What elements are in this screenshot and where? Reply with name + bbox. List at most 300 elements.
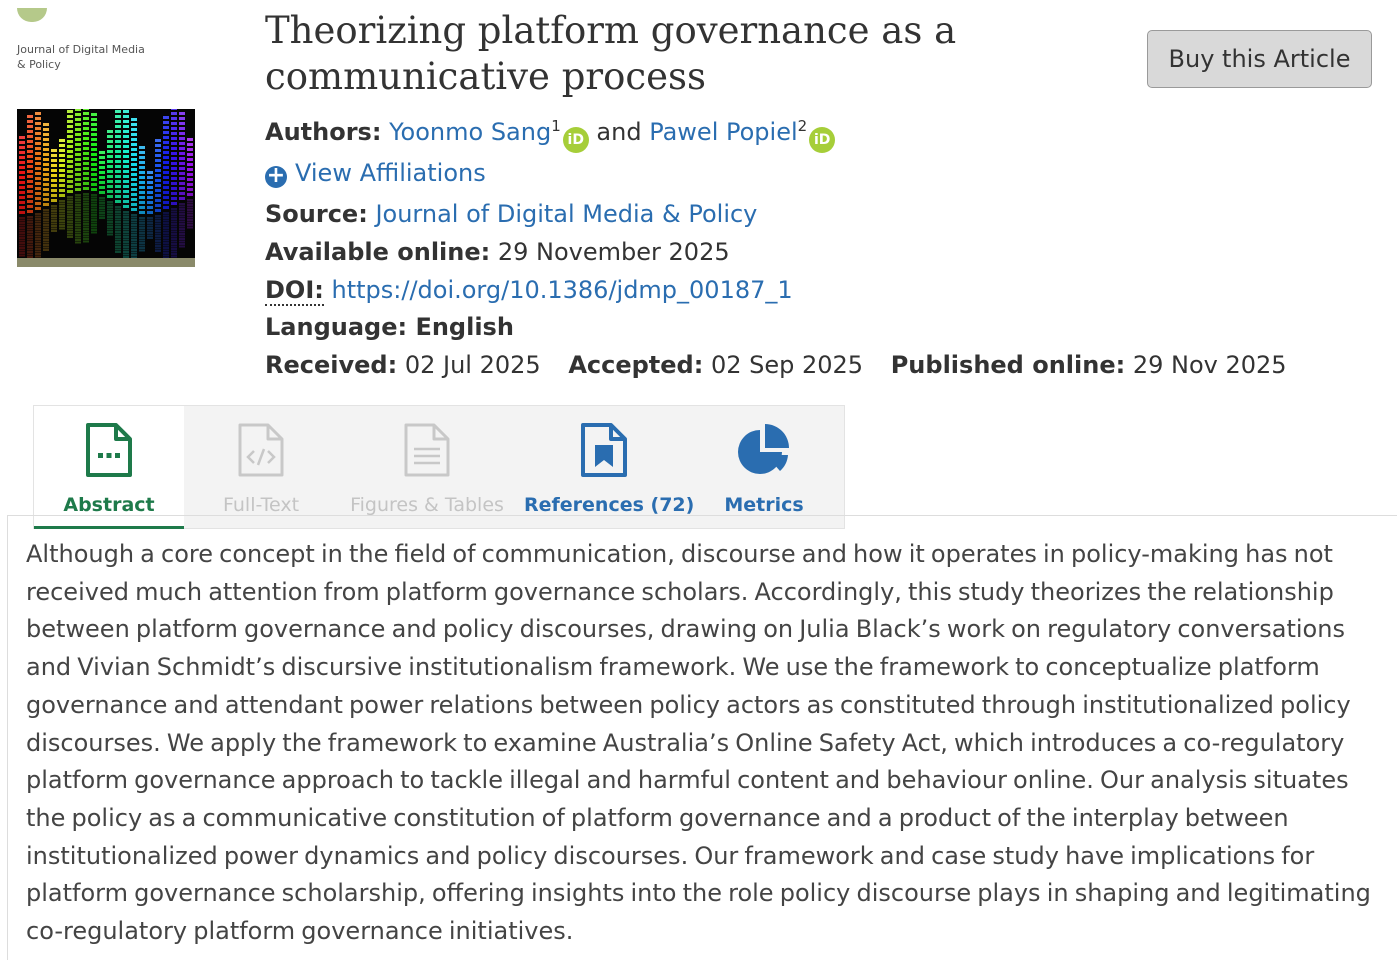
equalizer-reflection	[107, 231, 113, 233]
equalizer-segment	[19, 171, 25, 174]
equalizer-segment	[67, 185, 73, 188]
equalizer-reflection	[35, 228, 41, 230]
equalizer-segment	[83, 137, 89, 140]
equalizer-reflection	[99, 212, 105, 214]
equalizer-reflection	[115, 231, 121, 233]
equalizer-reflection	[163, 220, 169, 222]
buy-article-button[interactable]: Buy this Article	[1147, 30, 1372, 88]
equalizer-reflection	[67, 216, 73, 218]
equalizer-reflection	[179, 213, 185, 215]
equalizer-segment	[99, 176, 105, 179]
equalizer-segment	[187, 163, 193, 166]
equalizer-segment	[163, 181, 169, 184]
equalizer-reflection	[187, 202, 193, 204]
equalizer-reflection	[179, 223, 185, 225]
equalizer-segment	[91, 173, 97, 176]
equalizer-reflection	[99, 200, 105, 202]
equalizer-reflection	[131, 249, 137, 251]
equalizer-segment	[115, 160, 121, 163]
equalizer-reflection	[19, 232, 25, 234]
equalizer-segment	[115, 110, 121, 113]
equalizer-segment	[131, 178, 137, 181]
equalizer-reflection	[163, 240, 169, 242]
equalizer-reflection	[107, 224, 113, 226]
equalizer-reflection	[179, 238, 185, 240]
author-link-popiel[interactable]: Pawel Popiel	[649, 118, 798, 146]
view-affiliations-toggle[interactable]	[265, 157, 486, 189]
equalizer-segment	[139, 146, 145, 149]
equalizer-segment	[51, 154, 57, 157]
equalizer-segment	[91, 123, 97, 126]
equalizer-reflection	[155, 243, 161, 245]
equalizer-reflection	[43, 244, 49, 246]
equalizer-reflection	[115, 221, 121, 223]
equalizer-reflection	[27, 254, 33, 256]
equalizer-segment	[83, 142, 89, 145]
equalizer-segment	[51, 174, 57, 177]
equalizer-reflection	[83, 218, 89, 220]
equalizer-reflection	[91, 204, 97, 206]
equalizer-segment	[107, 185, 113, 188]
equalizer-segment	[171, 187, 177, 190]
equalizer-reflection	[147, 235, 153, 237]
equalizer-segment	[19, 186, 25, 189]
equalizer-segment	[75, 173, 81, 176]
equalizer-segment	[139, 196, 145, 199]
equalizer-segment	[75, 128, 81, 131]
equalizer-segment	[131, 158, 137, 161]
equalizer-segment	[75, 113, 81, 116]
equalizer-segment	[187, 178, 193, 181]
equalizer-reflection	[163, 235, 169, 237]
equalizer-reflection	[147, 237, 153, 239]
equalizer-reflection	[51, 220, 57, 222]
equalizer-segment	[179, 137, 185, 140]
source-line	[265, 198, 757, 230]
equalizer-segment	[43, 198, 49, 201]
equalizer-reflection	[83, 216, 89, 218]
equalizer-segment	[131, 123, 137, 126]
equalizer-segment	[139, 156, 145, 159]
equalizer-segment	[179, 167, 185, 170]
equalizer-reflection	[179, 243, 185, 245]
equalizer-reflection	[179, 221, 185, 223]
equalizer-segment	[131, 168, 137, 171]
equalizer-segment	[107, 145, 113, 148]
equalizer-segment	[155, 174, 161, 177]
equalizer-segment	[27, 145, 33, 148]
equalizer-segment	[115, 185, 121, 188]
equalizer-segment	[91, 138, 97, 141]
equalizer-reflection	[147, 225, 153, 227]
equalizer-reflection	[43, 242, 49, 244]
equalizer-segment	[179, 197, 185, 200]
equalizer-segment	[187, 158, 193, 161]
equalizer-segment	[67, 180, 73, 183]
equalizer-reflection	[179, 203, 185, 205]
equalizer-reflection	[67, 199, 73, 201]
equalizer-segment	[67, 190, 73, 193]
equalizer-reflection	[187, 209, 193, 211]
tab-references[interactable]	[524, 406, 695, 528]
equalizer-bars-graphic	[17, 109, 195, 267]
equalizer-segment	[99, 156, 105, 159]
equalizer-reflection	[91, 229, 97, 231]
equalizer-reflection	[187, 219, 193, 221]
equalizer-reflection	[115, 224, 121, 226]
equalizer-segment	[27, 130, 33, 133]
equalizer-segment	[115, 115, 121, 118]
equalizer-reflection	[43, 237, 49, 239]
orcid-icon[interactable]: iD	[563, 127, 589, 153]
equalizer-segment	[35, 122, 41, 125]
equalizer-segment	[187, 173, 193, 176]
equalizer-segment	[115, 175, 121, 178]
equalizer-reflection	[19, 230, 25, 232]
equalizer-segment	[27, 140, 33, 143]
equalizer-segment	[179, 192, 185, 195]
equalizer-reflection	[67, 206, 73, 208]
equalizer-segment	[59, 154, 65, 157]
equalizer-segment	[123, 145, 129, 148]
equalizer-segment	[147, 196, 153, 199]
publisher-logo-icon	[17, 8, 47, 22]
article-tabs	[33, 405, 845, 529]
equalizer-segment	[131, 118, 137, 121]
equalizer-reflection	[163, 215, 169, 217]
equalizer-segment	[139, 211, 145, 214]
equalizer-reflection	[171, 236, 177, 238]
equalizer-segment	[75, 178, 81, 181]
equalizer-segment	[35, 182, 41, 185]
equalizer-segment	[67, 110, 73, 113]
equalizer-segment	[179, 157, 185, 160]
equalizer-segment	[83, 147, 89, 150]
equalizer-reflection	[163, 232, 169, 234]
equalizer-reflection	[43, 227, 49, 229]
equalizer-reflection	[75, 217, 81, 219]
equalizer-segment	[19, 181, 25, 184]
equalizer-segment	[163, 171, 169, 174]
equalizer-reflection	[83, 236, 89, 238]
equalizer-reflection	[35, 221, 41, 223]
equalizer-segment	[155, 209, 161, 212]
equalizer-reflection	[131, 237, 137, 239]
orcid-icon[interactable]: iD	[809, 127, 835, 153]
equalizer-segment	[147, 191, 153, 194]
equalizer-segment	[99, 171, 105, 174]
equalizer-segment	[139, 171, 145, 174]
equalizer-segment	[91, 183, 97, 186]
doi-label: DOI:	[265, 276, 324, 304]
equalizer-segment	[27, 135, 33, 138]
equalizer-reflection	[83, 226, 89, 228]
equalizer-reflection	[27, 226, 33, 228]
equalizer-segment	[99, 151, 105, 154]
equalizer-reflection	[59, 228, 65, 230]
equalizer-reflection	[35, 253, 41, 255]
equalizer-segment	[123, 125, 129, 128]
equalizer-segment	[91, 153, 97, 156]
equalizer-segment	[35, 152, 41, 155]
equalizer-reflection	[179, 246, 185, 248]
equalizer-segment	[19, 161, 25, 164]
equalizer-segment	[99, 166, 105, 169]
equalizer-reflection	[43, 234, 49, 236]
equalizer-segment	[163, 166, 169, 169]
accepted-value: 02 Sep 2025	[710, 351, 864, 379]
equalizer-segment	[91, 178, 97, 181]
equalizer-reflection	[35, 243, 41, 245]
equalizer-segment	[83, 182, 89, 185]
equalizer-segment	[51, 159, 57, 162]
equalizer-segment	[67, 145, 73, 148]
equalizer-segment	[91, 148, 97, 151]
equalizer-reflection	[107, 219, 113, 221]
source-journal-link[interactable]: Journal of Digital Media & Policy	[375, 200, 758, 228]
equalizer-reflection	[123, 229, 129, 231]
equalizer-reflection	[147, 230, 153, 232]
equalizer-segment	[123, 150, 129, 153]
equalizer-reflection	[35, 223, 41, 225]
equalizer-reflection	[51, 228, 57, 230]
equalizer-segment	[27, 205, 33, 208]
tab-abstract[interactable]	[34, 406, 184, 529]
equalizer-reflection	[91, 202, 97, 204]
doi-link[interactable]: https://doi.org/10.1386/jdmp_00187_1	[331, 276, 793, 304]
equalizer-segment	[35, 137, 41, 140]
plus-circle-icon: +	[266, 163, 286, 188]
equalizer-reflection	[35, 216, 41, 218]
equalizer-reflection	[115, 246, 121, 248]
equalizer-segment	[131, 188, 137, 191]
equalizer-reflection	[155, 248, 161, 250]
equalizer-segment	[115, 195, 121, 198]
equalizer-reflection	[51, 210, 57, 212]
equalizer-reflection	[139, 230, 145, 232]
equalizer-reflection	[19, 222, 25, 224]
equalizer-segment	[123, 160, 129, 163]
equalizer-reflection	[35, 226, 41, 228]
equalizer-segment	[35, 197, 41, 200]
equalizer-reflection	[155, 240, 161, 242]
equalizer-reflection	[131, 224, 137, 226]
bookmark-document-icon	[580, 422, 628, 478]
equalizer-segment	[131, 203, 137, 206]
equalizer-segment	[35, 167, 41, 170]
equalizer-segment	[171, 142, 177, 145]
equalizer-reflection	[27, 234, 33, 236]
equalizer-reflection	[107, 209, 113, 211]
equalizer-segment	[43, 158, 49, 161]
equalizer-reflection	[19, 242, 25, 244]
equalizer-reflection	[59, 213, 65, 215]
equalizer-reflection	[115, 249, 121, 251]
equalizer-segment	[75, 143, 81, 146]
equalizer-segment	[19, 176, 25, 179]
equalizer-reflection	[155, 245, 161, 247]
equalizer-reflection	[83, 211, 89, 213]
equalizer-segment	[51, 149, 57, 152]
equalizer-segment	[139, 181, 145, 184]
equalizer-reflection	[83, 241, 89, 243]
equalizer-segment	[115, 200, 121, 203]
equalizer-segment	[171, 197, 177, 200]
equalizer-reflection	[75, 204, 81, 206]
tab-metrics[interactable]	[694, 406, 834, 528]
equalizer-segment	[163, 131, 169, 134]
equalizer-reflection	[67, 231, 73, 233]
equalizer-reflection	[19, 235, 25, 237]
equalizer-segment	[27, 180, 33, 183]
equalizer-segment	[115, 130, 121, 133]
equalizer-segment	[19, 191, 25, 194]
equalizer-reflection	[67, 204, 73, 206]
equalizer-segment	[67, 165, 73, 168]
equalizer-reflection	[75, 194, 81, 196]
equalizer-reflection	[155, 233, 161, 235]
equalizer-reflection	[123, 241, 129, 243]
equalizer-reflection	[107, 214, 113, 216]
equalizer-segment	[19, 206, 25, 209]
equalizer-segment	[75, 148, 81, 151]
equalizer-segment	[59, 179, 65, 182]
equalizer-segment	[35, 117, 41, 120]
equalizer-reflection	[123, 244, 129, 246]
equalizer-reflection	[43, 222, 49, 224]
equalizer-segment	[59, 184, 65, 187]
equalizer-reflection	[19, 252, 25, 254]
equalizer-segment	[83, 117, 89, 120]
equalizer-reflection	[131, 222, 137, 224]
equalizer-segment	[147, 181, 153, 184]
equalizer-reflection	[27, 219, 33, 221]
tab-metrics-label: Metrics	[724, 494, 804, 516]
equalizer-segment	[43, 193, 49, 196]
equalizer-reflection	[171, 211, 177, 213]
tab-figures-tables[interactable]	[342, 406, 512, 528]
equalizer-reflection	[187, 217, 193, 219]
equalizer-reflection	[75, 219, 81, 221]
equalizer-reflection	[75, 202, 81, 204]
equalizer-segment	[67, 150, 73, 153]
equalizer-segment	[91, 188, 97, 191]
equalizer-segment	[131, 163, 137, 166]
equalizer-reflection	[131, 214, 137, 216]
equalizer-reflection	[187, 224, 193, 226]
equalizer-reflection	[139, 242, 145, 244]
equalizer-reflection	[139, 235, 145, 237]
equalizer-segment	[107, 130, 113, 133]
equalizer-reflection	[51, 225, 57, 227]
view-affiliations-link[interactable]: View Affiliations	[295, 159, 486, 187]
equalizer-segment	[179, 117, 185, 120]
equalizer-segment	[163, 186, 169, 189]
equalizer-reflection	[179, 236, 185, 238]
equalizer-reflection	[91, 222, 97, 224]
equalizer-reflection	[171, 218, 177, 220]
equalizer-reflection	[51, 205, 57, 207]
equalizer-reflection	[179, 231, 185, 233]
equalizer-segment	[179, 122, 185, 125]
equalizer-segment	[67, 175, 73, 178]
equalizer-reflection	[91, 224, 97, 226]
equalizer-reflection	[91, 214, 97, 216]
equalizer-segment	[179, 132, 185, 135]
equalizer-segment	[19, 166, 25, 169]
equalizer-segment	[171, 157, 177, 160]
equalizer-segment	[131, 173, 137, 176]
equalizer-reflection	[19, 217, 25, 219]
equalizer-segment	[19, 156, 25, 159]
equalizer-reflection	[139, 245, 145, 247]
equalizer-segment	[27, 165, 33, 168]
equalizer-segment	[123, 130, 129, 133]
equalizer-reflection	[107, 204, 113, 206]
equalizer-segment	[91, 158, 97, 161]
equalizer-reflection	[163, 250, 169, 252]
equalizer-reflection	[67, 224, 73, 226]
equalizer-segment	[35, 192, 41, 195]
equalizer-segment	[51, 199, 57, 202]
equalizer-reflection	[147, 232, 153, 234]
equalizer-reflection	[51, 218, 57, 220]
equalizer-segment	[163, 136, 169, 139]
equalizer-reflection	[123, 221, 129, 223]
equalizer-reflection	[35, 233, 41, 235]
equalizer-reflection	[171, 223, 177, 225]
equalizer-reflection	[83, 206, 89, 208]
equalizer-segment	[139, 176, 145, 179]
equalizer-segment	[75, 183, 81, 186]
author-link-sang[interactable]: Yoonmo Sang	[389, 118, 552, 146]
equalizer-segment	[51, 164, 57, 167]
equalizer-reflection	[43, 217, 49, 219]
equalizer-segment	[107, 135, 113, 138]
equalizer-reflection	[115, 206, 121, 208]
equalizer-reflection	[123, 224, 129, 226]
equalizer-segment	[59, 144, 65, 147]
equalizer-reflection	[27, 249, 33, 251]
equalizer-reflection	[99, 210, 105, 212]
equalizer-reflection	[51, 223, 57, 225]
equalizer-reflection	[139, 227, 145, 229]
equalizer-reflection	[123, 226, 129, 228]
equalizer-segment	[91, 133, 97, 136]
equalizer-reflection	[75, 222, 81, 224]
equalizer-segment	[43, 148, 49, 151]
equalizer-reflection	[107, 201, 113, 203]
equalizer-segment	[83, 187, 89, 190]
equalizer-reflection	[83, 228, 89, 230]
equalizer-segment	[131, 153, 137, 156]
equalizer-segment	[123, 110, 129, 113]
equalizer-reflection	[187, 227, 193, 229]
equalizer-segment	[43, 163, 49, 166]
equalizer-reflection	[171, 231, 177, 233]
equalizer-reflection	[139, 222, 145, 224]
equalizer-reflection	[139, 240, 145, 242]
equalizer-segment	[115, 140, 121, 143]
equalizer-reflection	[75, 209, 81, 211]
equalizer-reflection	[171, 226, 177, 228]
equalizer-segment	[163, 206, 169, 209]
equalizer-reflection	[123, 239, 129, 241]
tab-full-text[interactable]	[186, 406, 336, 528]
equalizer-reflection	[171, 251, 177, 253]
equalizer-segment	[139, 161, 145, 164]
equalizer-segment	[19, 141, 25, 144]
